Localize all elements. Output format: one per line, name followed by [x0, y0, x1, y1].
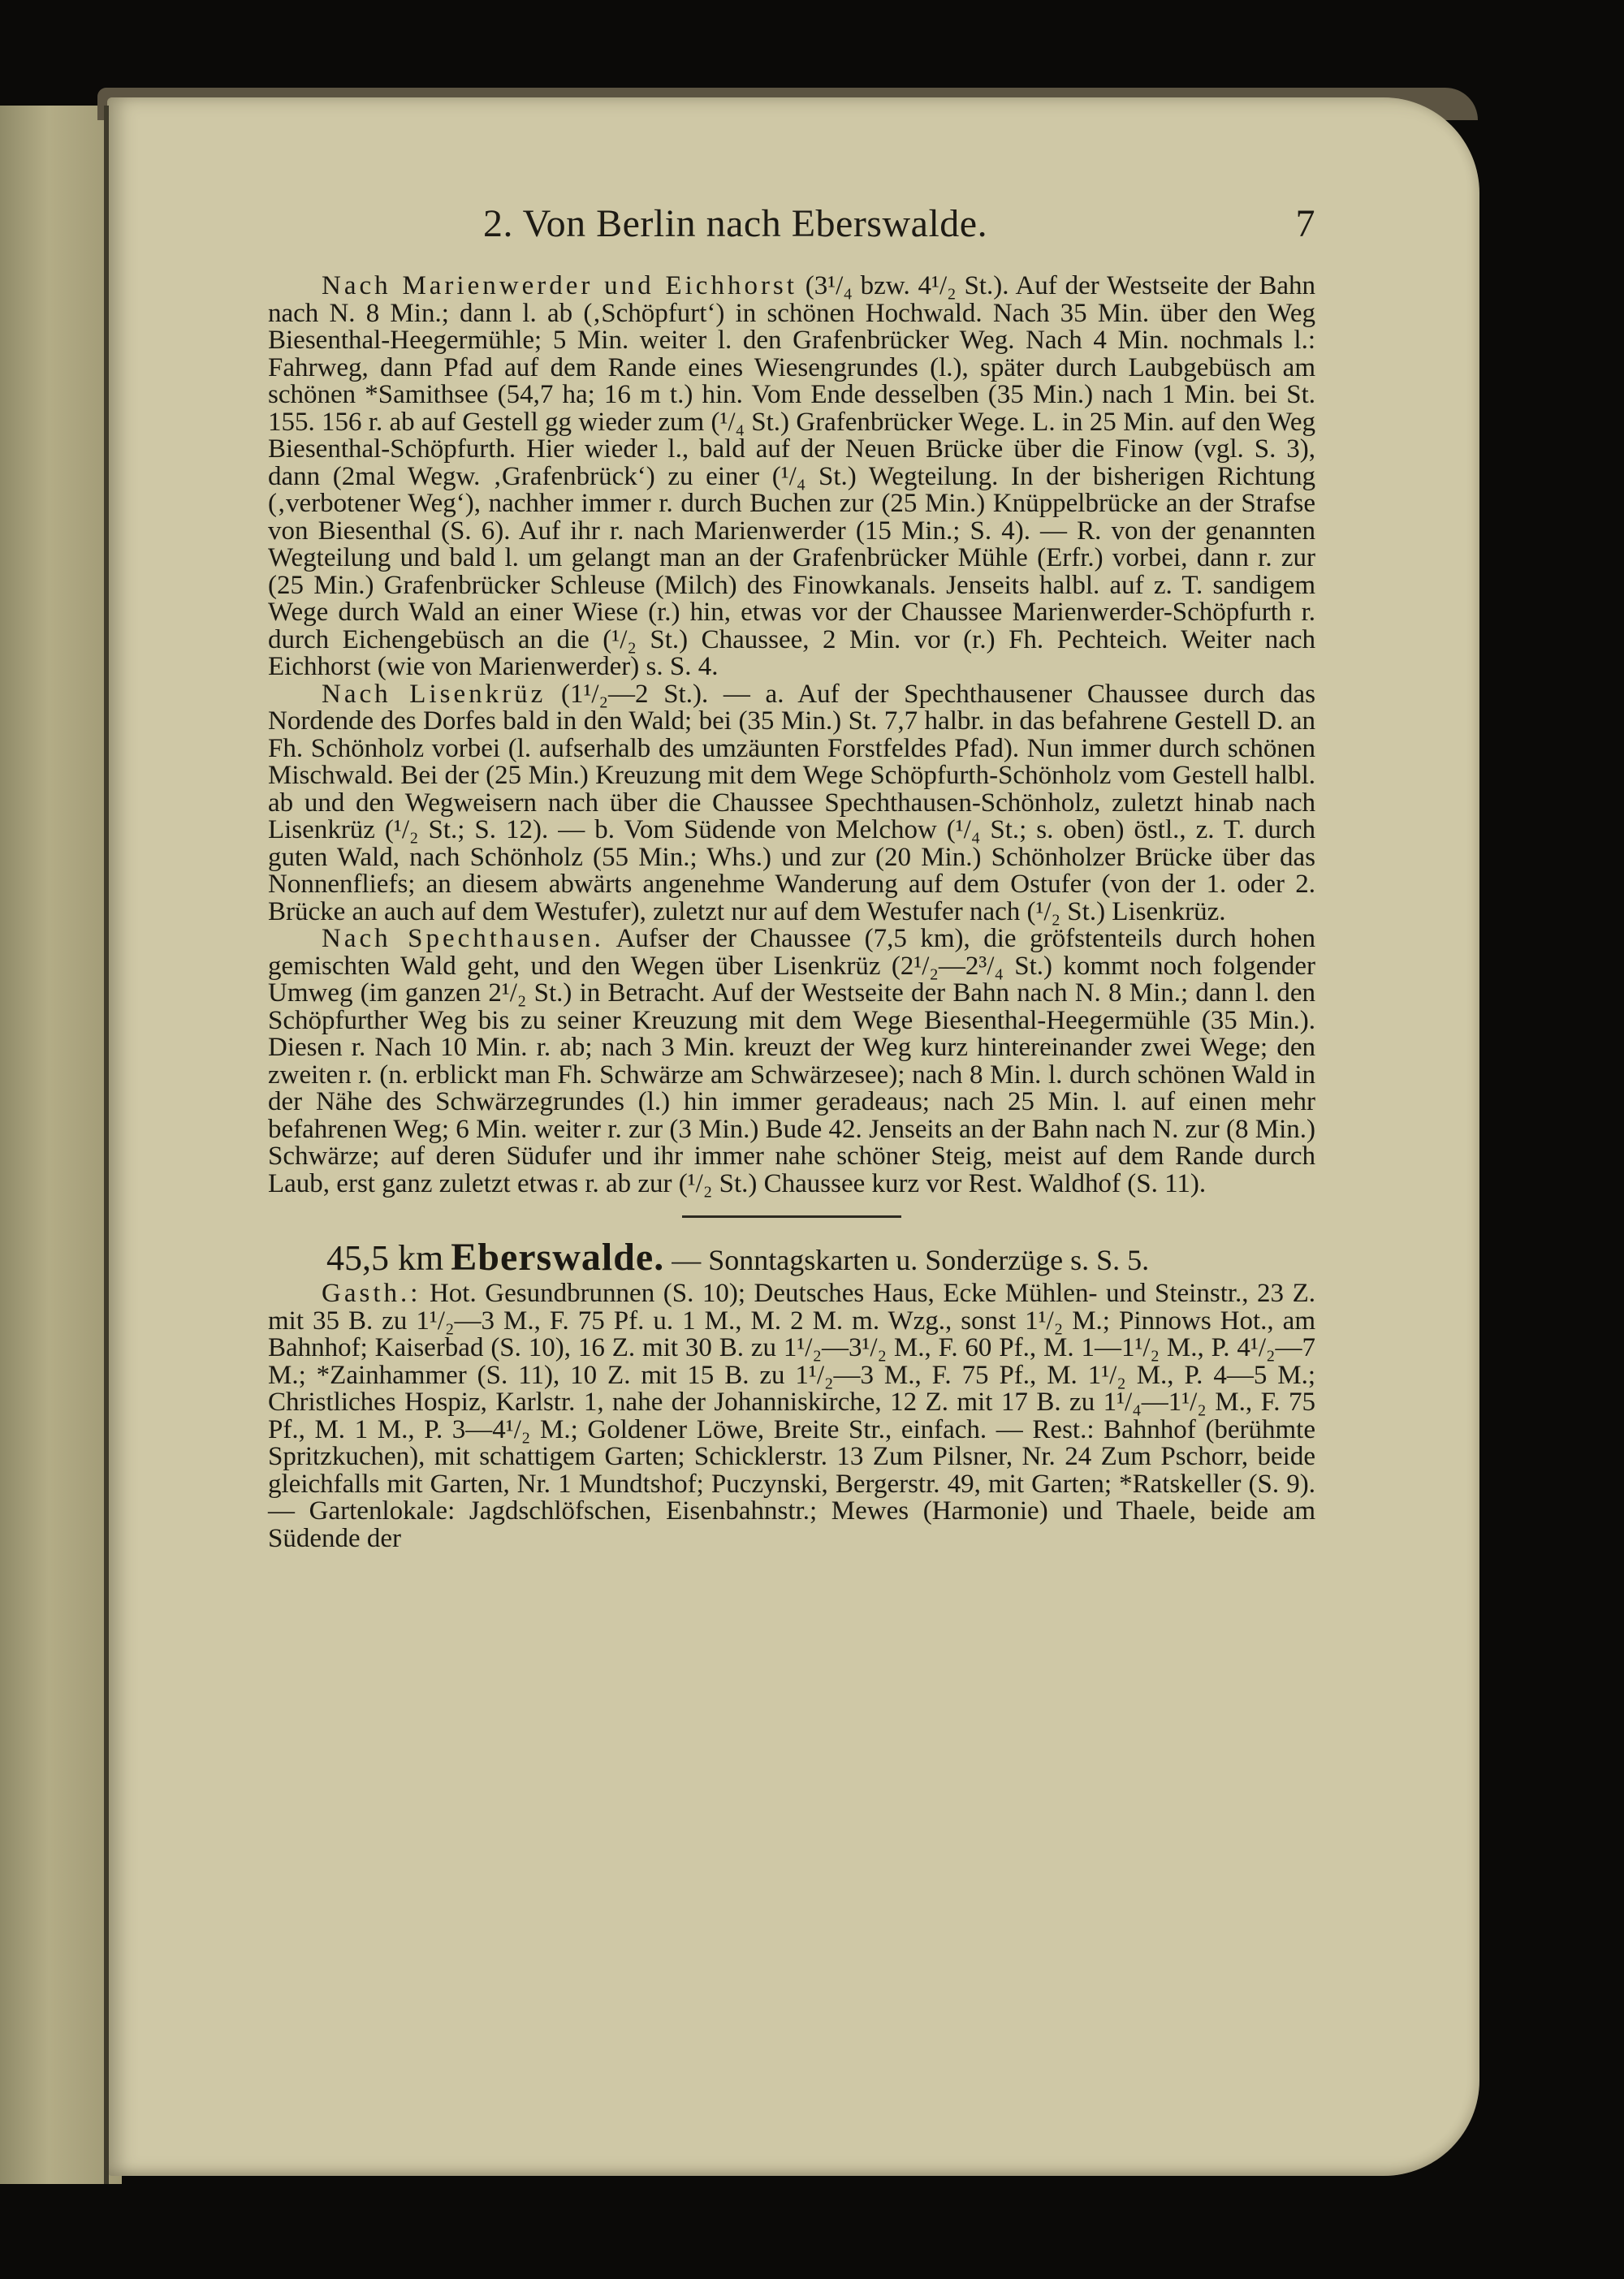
heading-note: — Sonntagskarten u. Sonderzüge s. S. 5.	[672, 1244, 1150, 1276]
route-lead: Nach Lisenkrüz	[322, 679, 546, 709]
route-text: Aufser der Chaussee (7,5 km), die gröfstenteils durch hohen gemischten Wald geht, und den Wegen über Lisenkrüz (2¹/₂—2³/₄ St.) kommt noch folgender Umweg (im ganzen 2¹/₂ St.) in Betracht. Auf der Westseite der Bahn nach N. 8 Min.; dann l. den Schöpfurther Weg bis zu seiner Kreuzung mit dem Wege Biesenthal-Heegermühle (35 Min.). Diesen r. Nach 10 Min. r. ab; nach 3 Min. kreuzt der Weg kurz hintereinander zwei Wege; den zweiten r. (n. erblickt man Fh. Schwärze am Schwärzesee); nach 8 Min. l. durch schönen Wald in der Nähe des Schwärzegrundes (l.) hin immer geradeaus; nach 25 Min. l. auf einen mehr befahrenen Weg; 6 Min. weiter r. zur (3 Min.) Bude 42. Jenseits an der Bahn nach N. zur (8 Min.) Schwärze; auf deren Südufer und ihr immer nahe schöner Steig, meist auf dem Rande durch Laub, erst ganz zuletzt etwas r. ab zur (¹/₂ St.) Chaussee kurz vor Rest. Waldhof (S. 11).	[268, 924, 1316, 1198]
paragraph-marienwerder	[268, 273, 1315, 681]
route-text: (3¹/₄ bzw. 4¹/₂ St.). Auf der Westseite der Bahn nach N. 8 Min.; dann l. ab (‚Schöpfurt‘) in schönen Hochwald. Nach 35 Min. über den Weg Biesenthal-Heegermühle; 5 Min. weiter l. den Grafenbrücker Weg. Nach 4 Min. nochmals l.: Fahrweg, dann Pfad auf dem Rande eines Wiesengrundes (l.), später durch Laubgebüsch am schönen *Samithsee (54,7 ha; 16 m t.) hin. Vom Ende desselben (35 Min.) nach 1 Min. bei St. 155. 156 r. ab auf Gestell gg wieder zum (¹/₄ St.) Grafenbrücker Wege. L. in 25 Min. auf den Weg Biesenthal-Schöpfurth. Hier wieder l., bald auf der Neuen Brücke über die Finow (vgl. S. 3), dann (2mal Wegw. ‚Grafenbrück‘) zu einer (¹/₄ St.) Wegteilung. In der bisherigen Richtung (‚verbotener Weg‘), nachher immer r. durch Buchen zur (25 Min.) Knüppelbrücke an der Strafse von Biesenthal (S. 6). Auf ihr r. nach Marienwerder (15 Min.; S. 4). — R. von der genannten Wegteilung und bald l. um gelangt man an der Grafenbrücker Mühle (Erfr.) vorbei, dann r. zur (25 Min.) Grafenbrücker Schleuse (Milch) des Finowkanals. Jenseits halbl. auf z. T. sandigem Wege durch Wald an einer Wiese (r.) hin, etwas vor der Chaussee Marienwerder-Schöpfurth r. durch Eichengebüsch an die (¹/₂ St.) Chaussee, 2 Min. vor (r.) Fh. Pechteich. Weiter nach Eichhorst (wie von Marienwerder) s. S. 4.	[268, 271, 1316, 681]
eberswalde-heading	[268, 1237, 1315, 1280]
route-text: (1¹/₂—2 St.). — a. Auf der Spechthausener Chaussee durch das Nordende des Dorfes bald in den Wald; bei (35 Min.) St. 7,7 halbr. in das befahrene Gestell D. an Fh. Schönholz vorbei (l. aufserhalb des umzäunten Forstfeldes Pfad). Nun immer durch schönen Mischwald. Bei der (25 Min.) Kreuzung mit dem Wege Schöpfurth-Schönholz vom Gestell halbl. ab und den Wegweisern nach über die Chaussee Spechthausen-Schönholz, zuletzt hinab nach Lisenkrüz (¹/₂ St.; S. 12). — b. Vom Südende von Melchow (¹/₄ St.; s. oben) östl., z. T. durch guten Wald, nach Schönholz (55 Min.; Whs.) und zur (20 Min.) Schönholzer Brücke über das Nonnenfliefs; an diesem abwärts angenehme Wanderung auf dem Ostufer (von der 1. oder 2. Brücke an auch auf dem Westufer), zuletzt nur auf dem Westufer nach (¹/₂ St.) Lisenkrüz.	[268, 679, 1316, 926]
page-number: 7	[1295, 202, 1315, 245]
paragraph-eberswalde	[268, 1280, 1315, 1552]
paragraph-spechthausen	[268, 926, 1315, 1198]
route-lead: Nach Marienwerder und Eichhorst	[322, 271, 797, 300]
gasthof-text: Hot. Gesundbrunnen (S. 10); Deutsches Haus, Ecke Mühlen- und Steinstr., 23 Z. mit 35 B. zu 1¹/₂—3 M., F. 75 Pf. u. 1 M., M. 2 M. m. Wzg., sonst 1¹/₂ M.; Pinnows Hot., am Bahnhof; Kaiserbad (S. 10), 16 Z. mit 30 B. zu 1¹/₂—3¹/₂ M., F. 60 Pf., M. 1—1¹/₂ M., P. 4¹/₂—7 M.; *Zainhammer (S. 11), 10 Z. mit 15 B. zu 1¹/₂—3 M., F. 75 Pf., M. 1¹/₂ M., P. 4—5 M.; Christliches Hospiz, Karlstr. 1, nahe der Johanniskirche, 12 Z. mit 17 B. zu 1¹/₄—1¹/₂ M., F. 75 Pf., M. 1 M., P. 3—4¹/₂ M.; Goldener Löwe, Breite Str., einfach. — Rest.: Bahnhof (berühmte Spritzkuchen), mit schattigem Garten; Schicklerstr. 13 Zum Pilsner, Nr. 24 Zum Pschorr, beide gleichfalls mit Garten, Nr. 1 Mundtshof; Puczynski, Bergerstr. 49, mit Garten; *Ratskeller (S. 9). — Gartenlokale: Jagdschlöfschen, Eisenbahnstr.; Mewes (Harmonie) und Thaele, beide am Südende der	[268, 1279, 1316, 1553]
route-lead: Nach Spechthausen.	[322, 924, 604, 953]
body-text	[268, 273, 1315, 1552]
paragraph-lisenkruez	[268, 681, 1315, 926]
book-gutter	[104, 106, 109, 2184]
place-name: Eberswalde.	[451, 1236, 665, 1279]
running-header	[268, 201, 1315, 250]
section-divider	[682, 1215, 901, 1218]
chapter-title: 2. Von Berlin nach Eberswalde.	[483, 202, 988, 245]
gasthof-lead: Gasth.:	[322, 1279, 421, 1308]
distance-km: 45,5 km	[326, 1238, 444, 1278]
